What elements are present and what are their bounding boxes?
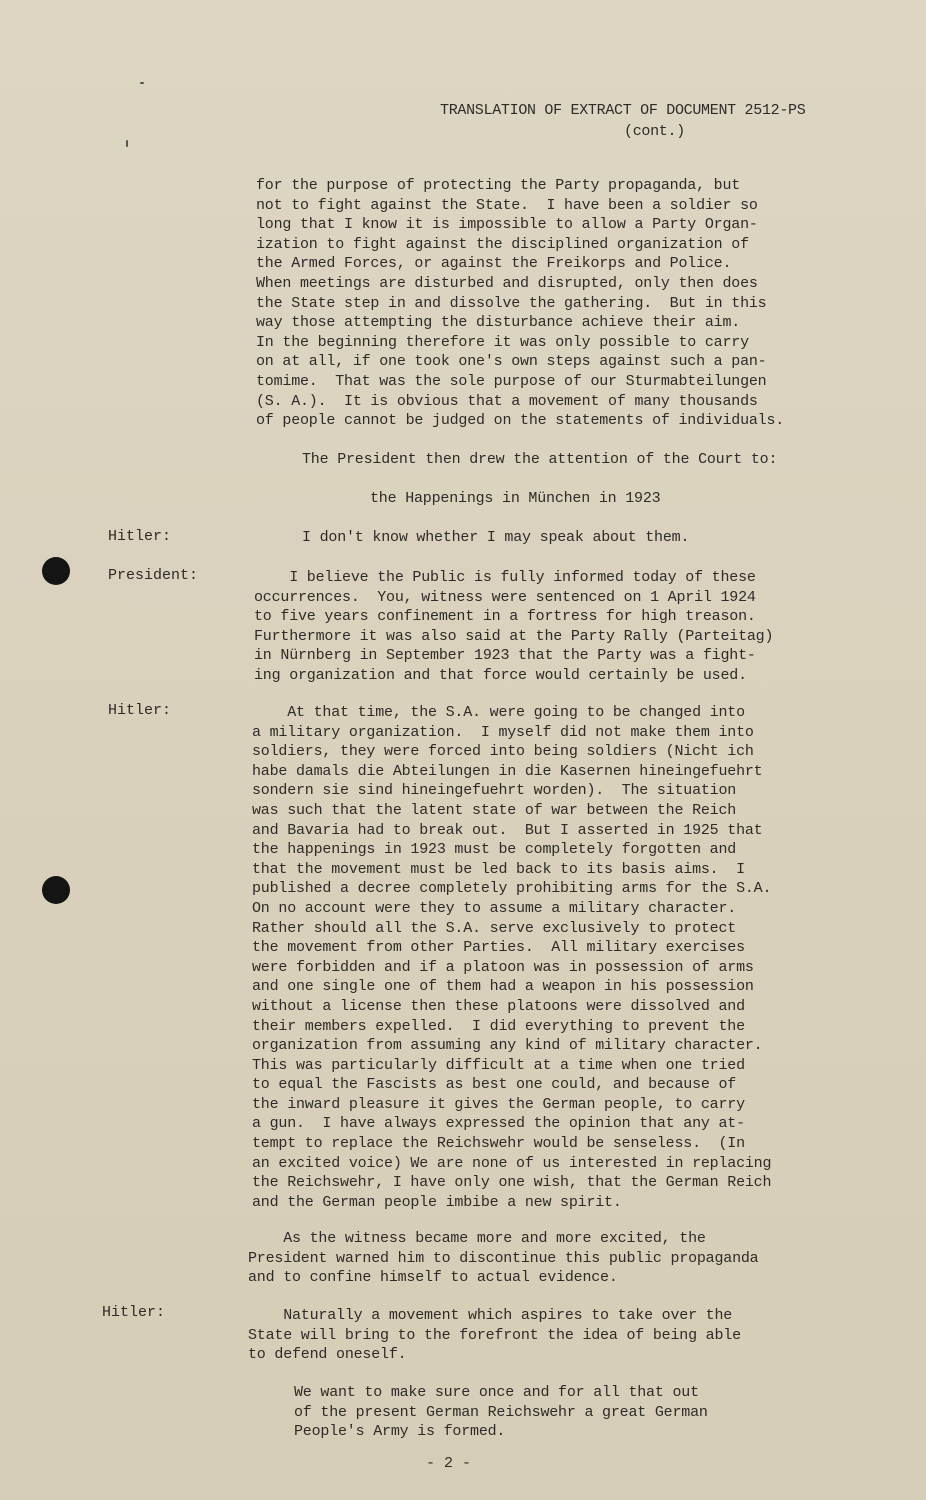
speaker-label: President: [108, 567, 199, 584]
paper-speck [126, 140, 128, 147]
paragraph-topic: the Happenings in München in 1923 [370, 490, 661, 507]
speaker-label: Hitler: [108, 528, 172, 545]
paper-speck [140, 82, 144, 84]
document-header [440, 100, 860, 142]
paragraph-president: I believe the Public is fully informed today of these occurrences. You, witness were sentenced on 1 April 1924 to five years confinement in a fortress for high treason. Furthermore it was also said at the Party Rally (Parteitag) in Nürnberg in September 1923 that the Party was a fight- ing organization and that force would certainly be used. [254, 569, 774, 684]
speaker-label: Hitler: [102, 1304, 166, 1321]
paragraph-hitler-4: We want to make sure once and for all that out of the present German Reichswehr a great German People's Army is formed. [294, 1384, 708, 1441]
paragraph-hitler-2: At that time, the S.A. were going to be changed into a military organization. I myself did not make them into soldiers, they were forced into being soldiers (Nicht ich habe damals die Abteilungen in die Kasernen hineingefuehrt sondern sie sind hineingefuehrt worden). The situation was such that the latent state of war between the Reich and Bavaria had to break out. But I asserted in 1925 that the happenings in 1923 must be completely forgotten and that the movement must be led back to its basis aims. I published a decree completely prohibiting arms for the S.A. On no account were they to assume a military character. Rather should all the S.A. serve exclusively to protect the movement from other Parties. All military exercises were forbidden and if a platoon was in possession of arms and one single one of them had a weapon in his possession without a license then these platoons were dissolved and their members expelled. I did everything to prevent the organization from assuming any kind of military character. This was particularly difficult at a time when one tried to equal the Fascists as best one could, and because of the inward pleasure it gives the German people, to carry a gun. I have always expressed the opinion that any at- tempt to replace the Reichswehr would be senseless. (In an excited voice) We are none of us interested in replacing the Reichswehr, I have only one wish, that the German Reich and the German people imbibe a new spirit. [252, 704, 772, 1211]
punch-hole [42, 876, 70, 904]
paragraph-president-note: The President then drew the attention of the Court to: [302, 451, 778, 468]
paragraph-hitler-3: Naturally a movement which aspires to take over the State will bring to the forefront the idea of being able to defend oneself. [248, 1307, 741, 1364]
punch-hole [42, 557, 70, 585]
header-continued: (cont.) [624, 123, 685, 140]
paragraph-president-warning: As the witness became more and more excited, the President warned him to discontinue this public propaganda and to confine himself to actual evidence. [248, 1230, 759, 1287]
paragraph-intro: for the purpose of protecting the Party propaganda, but not to fight against the State. I have been a soldier so long that I know it is impossible to allow a Party Organ- ization to fight against the disciplined organization of the Armed Forces, or against the Freikorps and Police. When meetings are disturbed and disrupted, only then does the State step in and dissolve the gathering. But in this way those attempting the disturbance achieve their aim. In the beginning therefore it was only possible to carry on at all, if one took one's own steps against such a pan- tomime. That was the sole purpose of our Sturmabteilungen (S. A.). It is obvious that a movement of many thousands of people cannot be judged on the statements of individuals. [256, 177, 785, 430]
paragraph-hitler-1: I don't know whether I may speak about them. [302, 529, 690, 546]
speaker-label: Hitler: [108, 702, 172, 719]
page-number: - 2 - [426, 1455, 472, 1472]
document-title: TRANSLATION OF EXTRACT OF DOCUMENT 2512-PS [440, 102, 806, 119]
